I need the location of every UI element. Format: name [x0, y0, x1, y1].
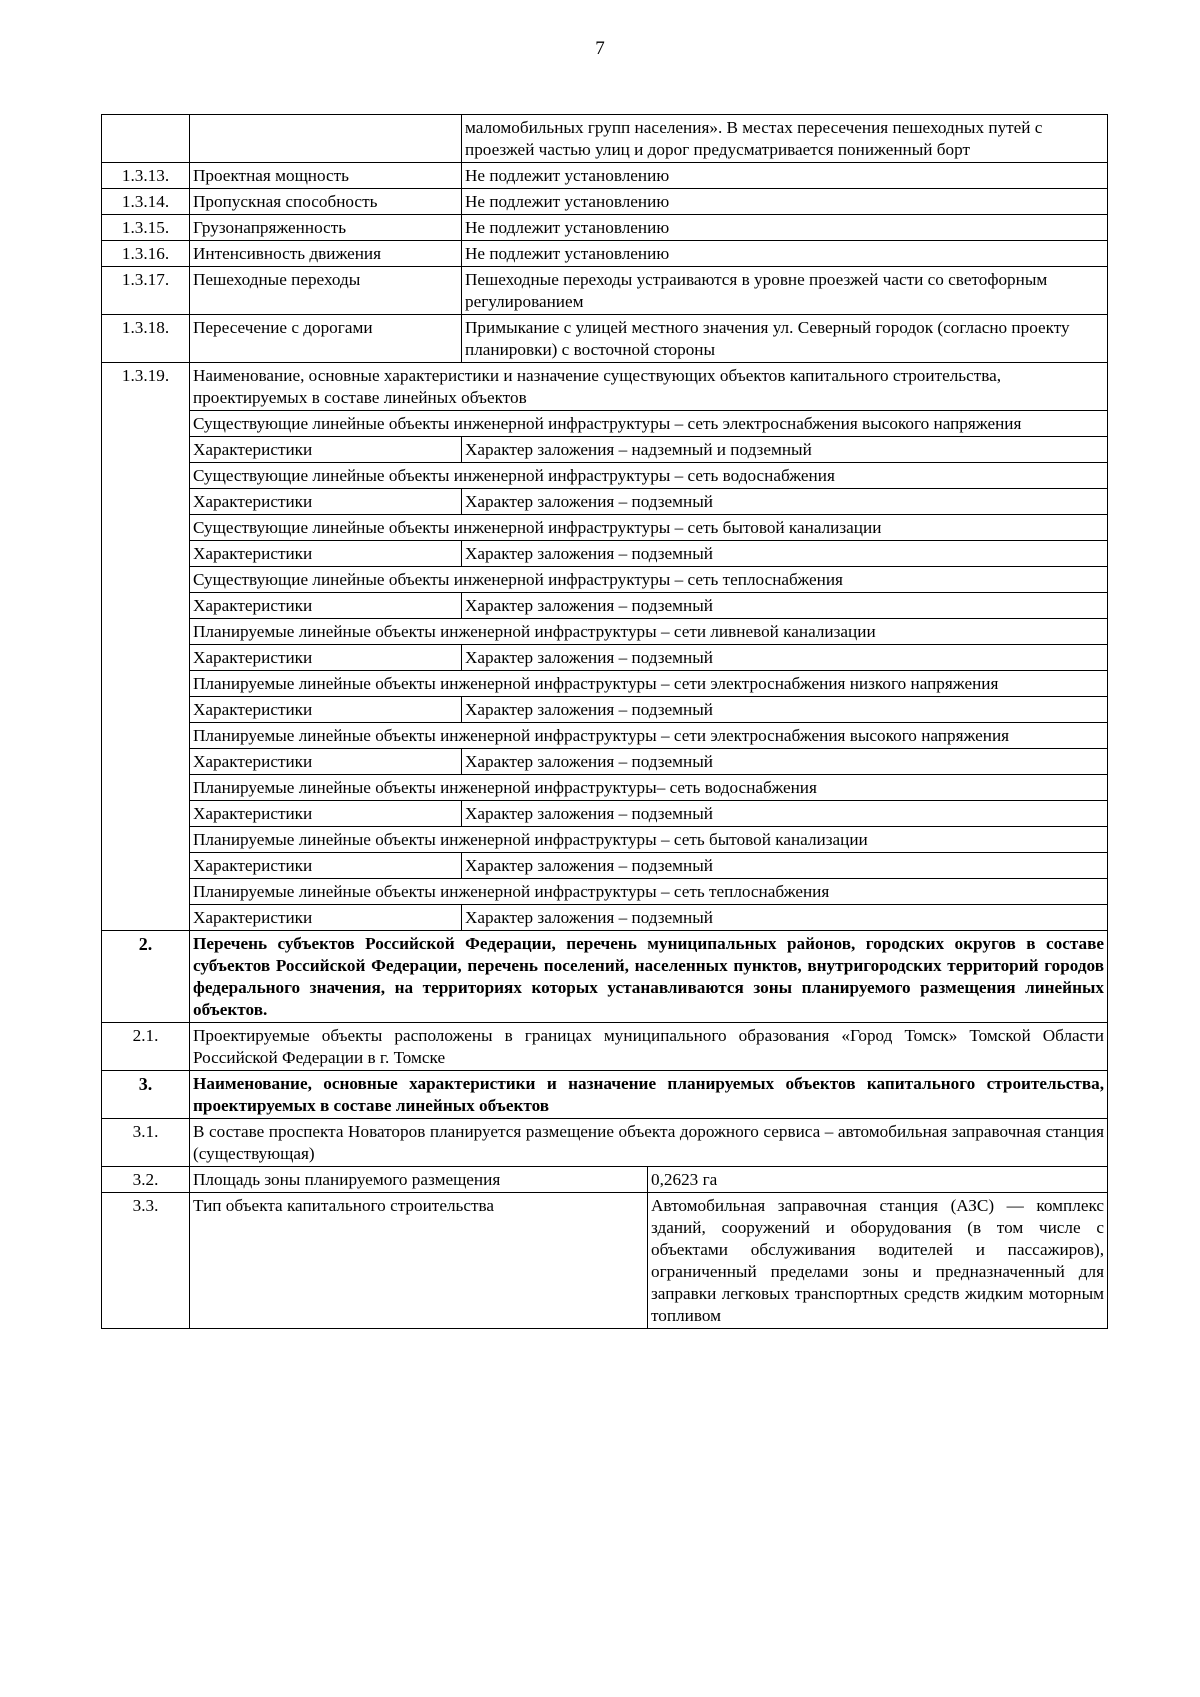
object-title-row — [102, 619, 1108, 645]
param-value: Пешеходные переходы устраиваются в уровне проезжей части со светофорным регулированием — [462, 267, 1108, 315]
object-characteristics-row — [102, 749, 1108, 775]
object-characteristics-row — [102, 853, 1108, 879]
param-name: Интенсивность движения — [190, 241, 462, 267]
table-row — [102, 1193, 1108, 1329]
characteristics-label: Характеристики — [190, 749, 462, 775]
table-row — [102, 1119, 1108, 1167]
characteristics-value: Характер заложения – подземный — [462, 593, 1108, 619]
characteristics-value: Характер заложения – подземный — [462, 645, 1108, 671]
param-name: Проектная мощность — [190, 163, 462, 189]
row-number: 3.3. — [102, 1193, 190, 1329]
row-number: 1.3.19. — [102, 363, 190, 931]
row-label: Площадь зоны планируемого размещения — [190, 1167, 648, 1193]
characteristics-value: Характер заложения – подземный — [462, 853, 1108, 879]
row-number: 1.3.13. — [102, 163, 190, 189]
table-row — [102, 267, 1108, 315]
object-title: Планируемые линейные объекты инженерной инфраструктуры – сеть теплоснабжения — [190, 879, 1108, 905]
characteristics-value: Характер заложения – подземный — [462, 541, 1108, 567]
row-number: 3.2. — [102, 1167, 190, 1193]
row-value: 0,2623 га — [648, 1167, 1108, 1193]
object-characteristics-row — [102, 541, 1108, 567]
characteristics-label: Характеристики — [190, 853, 462, 879]
param-name: Пересечение с дорогами — [190, 315, 462, 363]
characteristics-label: Характеристики — [190, 645, 462, 671]
param-value: Не подлежит установлению — [462, 241, 1108, 267]
section-subtitle: Наименование, основные характеристики и назначение существующих объектов капитального строительства, проектируемых в составе линейных объектов — [190, 363, 1108, 411]
object-characteristics-row — [102, 697, 1108, 723]
table-row — [102, 1167, 1108, 1193]
object-title: Планируемые линейные объекты инженерной инфраструктуры – сети электроснабжения низкого напряжения — [190, 671, 1108, 697]
object-title: Существующие линейные объекты инженерной инфраструктуры – сеть теплоснабжения — [190, 567, 1108, 593]
object-title-row — [102, 827, 1108, 853]
characteristics-label: Характеристики — [190, 697, 462, 723]
section-number: 3. — [102, 1071, 190, 1119]
object-title: Планируемые линейные объекты инженерной инфраструктуры – сети ливневой канализации — [190, 619, 1108, 645]
row-number: 3.1. — [102, 1119, 190, 1167]
characteristics-value: Характер заложения – подземный — [462, 749, 1108, 775]
object-title-row — [102, 879, 1108, 905]
object-title-row — [102, 671, 1108, 697]
object-title-row — [102, 463, 1108, 489]
characteristics-label: Характеристики — [190, 437, 462, 463]
param-name: Грузонапряженность — [190, 215, 462, 241]
characteristics-value: Характер заложения – подземный — [462, 801, 1108, 827]
param-value: Примыкание с улицей местного значения ул. Северный городок (согласно проекту планировки) с восточной стороны — [462, 315, 1108, 363]
object-title-row — [102, 775, 1108, 801]
section-1-3-19 — [102, 363, 1108, 931]
param-value: Не подлежит установлению — [462, 163, 1108, 189]
object-title: Существующие линейные объекты инженерной инфраструктуры – сеть бытовой канализации — [190, 515, 1108, 541]
row-number: 1.3.18. — [102, 315, 190, 363]
table-row — [102, 115, 1108, 163]
page-number: 7 — [595, 38, 605, 59]
table-row — [102, 163, 1108, 189]
characteristics-value: Характер заложения – надземный и подземный — [462, 437, 1108, 463]
param-name: Пропускная способность — [190, 189, 462, 215]
row-text: В составе проспекта Новаторов планируется размещение объекта дорожного сервиса – автомобильная заправочная станция (существующая) — [190, 1119, 1108, 1167]
row-text: Проектируемые объекты расположены в границах муниципального образования «Город Томск» Томской Области Российской Федерации в г. Томске — [190, 1023, 1108, 1071]
characteristics-label: Характеристики — [190, 905, 462, 931]
characteristics-label: Характеристики — [190, 541, 462, 567]
param-name — [190, 115, 462, 163]
object-title-row — [102, 411, 1108, 437]
section-3-header-row — [102, 1071, 1108, 1119]
row-number: 1.3.14. — [102, 189, 190, 215]
object-characteristics-row — [102, 905, 1108, 931]
object-title: Существующие линейные объекты инженерной инфраструктуры – сеть электроснабжения высокого напряжения — [190, 411, 1108, 437]
object-title-row — [102, 515, 1108, 541]
section-number: 2. — [102, 931, 190, 1023]
object-title-row — [102, 567, 1108, 593]
object-title: Планируемые линейные объекты инженерной инфраструктуры – сети электроснабжения высокого напряжения — [190, 723, 1108, 749]
object-characteristics-row — [102, 645, 1108, 671]
param-value: Не подлежит установлению — [462, 189, 1108, 215]
characteristics-value: Характер заложения – подземный — [462, 697, 1108, 723]
document-table — [101, 114, 1108, 1329]
object-title: Планируемые линейные объекты инженерной инфраструктуры– сеть водоснабжения — [190, 775, 1108, 801]
table-row — [102, 1023, 1108, 1071]
table-row — [102, 189, 1108, 215]
row-number: 1.3.15. — [102, 215, 190, 241]
row-label: Тип объекта капитального строительства — [190, 1193, 648, 1329]
object-characteristics-row — [102, 437, 1108, 463]
table-row — [102, 241, 1108, 267]
characteristics-label: Характеристики — [190, 593, 462, 619]
param-value: маломобильных групп населения». В местах пересечения пешеходных путей с проезжей частью улиц и дорог предусматривается пониженный борт — [462, 115, 1108, 163]
characteristics-label: Характеристики — [190, 489, 462, 515]
row-number: 1.3.17. — [102, 267, 190, 315]
object-title: Существующие линейные объекты инженерной инфраструктуры – сеть водоснабжения — [190, 463, 1108, 489]
row-number: 1.3.16. — [102, 241, 190, 267]
section-title: Перечень субъектов Российской Федерации, перечень муниципальных районов, городских округов в составе субъектов Российской Федерации, перечень поселений, населенных пунктов, внутригородских территорий городов федерального значения, на территориях которых устанавливаются зоны планируемого размещения линейных объектов. — [190, 931, 1108, 1023]
param-value: Не подлежит установлению — [462, 215, 1108, 241]
row-value: Автомобильная заправочная станция (АЗС) — комплекс зданий, сооружений и оборудования (в том числе с объектами обслуживания водителей и пассажиров), ограниченный пределами зоны и предназначенный для заправки легковых транспортных средств жидким моторным топливом — [648, 1193, 1108, 1329]
table-row — [102, 363, 1108, 411]
parameters-body — [102, 163, 1108, 363]
section-title: Наименование, основные характеристики и назначение планируемых объектов капитального строительства, проектируемых в составе линейных объектов — [190, 1071, 1108, 1119]
table-row — [102, 315, 1108, 363]
characteristics-label: Характеристики — [190, 801, 462, 827]
object-title: Планируемые линейные объекты инженерной инфраструктуры – сеть бытовой канализации — [190, 827, 1108, 853]
row-number — [102, 115, 190, 163]
object-title-row — [102, 723, 1108, 749]
object-characteristics-row — [102, 489, 1108, 515]
row-number: 2.1. — [102, 1023, 190, 1071]
characteristics-value: Характер заложения – подземный — [462, 905, 1108, 931]
table-row — [102, 215, 1108, 241]
object-characteristics-row — [102, 801, 1108, 827]
object-characteristics-row — [102, 593, 1108, 619]
param-name: Пешеходные переходы — [190, 267, 462, 315]
characteristics-value: Характер заложения – подземный — [462, 489, 1108, 515]
section-2-header-row — [102, 931, 1108, 1023]
